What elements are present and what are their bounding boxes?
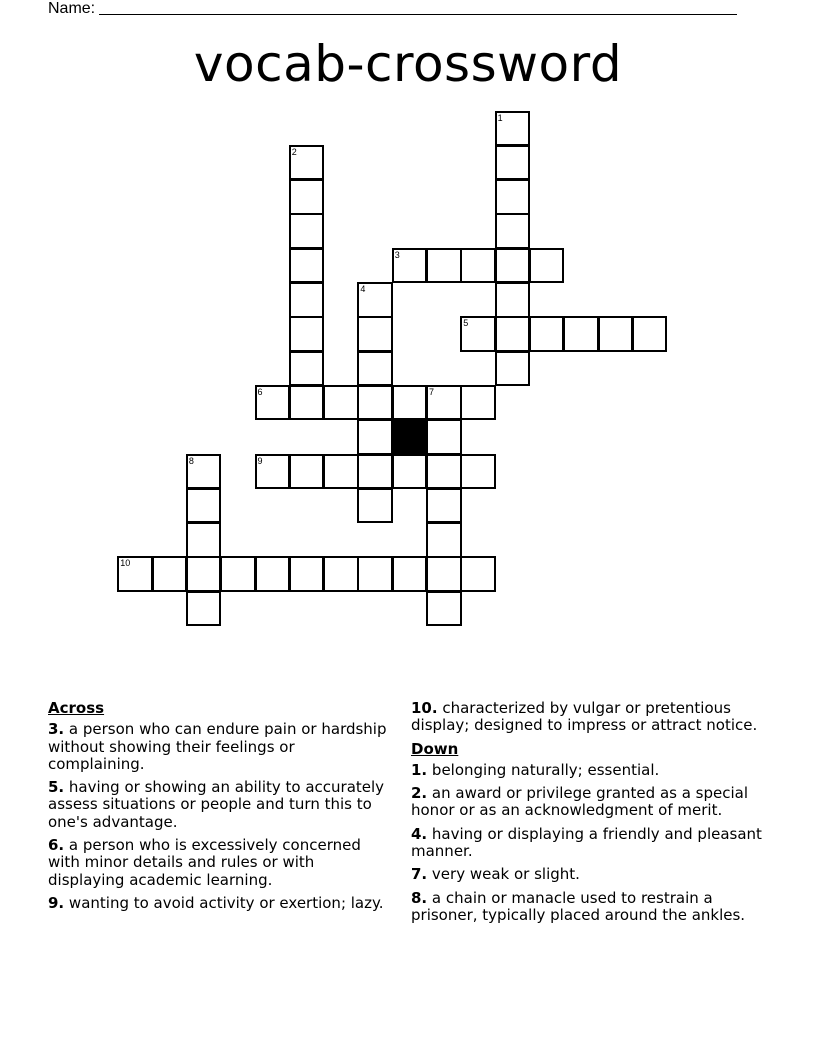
grid-cell[interactable]: [426, 488, 462, 524]
black-cell: [392, 419, 428, 455]
name-label: Name:: [48, 0, 96, 17]
grid-cell[interactable]: [357, 419, 393, 455]
clue-across-10: [411, 700, 771, 735]
grid-cell[interactable]: [323, 385, 359, 421]
grid-cell[interactable]: [186, 522, 222, 558]
grid-cell[interactable]: [495, 282, 531, 318]
grid-cell[interactable]: [460, 316, 496, 352]
grid-cell[interactable]: [460, 248, 496, 284]
grid-cell[interactable]: [289, 248, 325, 284]
grid-cell[interactable]: [426, 522, 462, 558]
page-title: vocab-crossword: [193, 35, 623, 93]
clue-across-6: [48, 837, 388, 889]
clue-across-5: [48, 779, 388, 831]
clue-text: having or showing an ability to accurately assess situations or people and turn this to one's advantage.: [48, 778, 385, 831]
clue-text: a person who is excessively concerned with minor details and rules or with displaying academic learning.: [48, 836, 361, 889]
clue-text: characterized by vulgar or pretentious display; designed to impress or attract notice.: [411, 699, 758, 735]
grid-cell[interactable]: [357, 556, 393, 592]
grid-cell[interactable]: [289, 145, 325, 181]
clue-number: 4.: [411, 824, 428, 843]
clue-across-3: [48, 721, 388, 773]
grid-cell[interactable]: [529, 316, 565, 352]
clue-number: 1.: [411, 760, 428, 779]
clue-number-label: 10: [120, 558, 131, 569]
grid-cell[interactable]: [495, 213, 531, 249]
grid-cell[interactable]: [495, 111, 531, 147]
grid-cell[interactable]: [392, 454, 428, 490]
clue-text: an award or privilege granted as a special honor or as an acknowledgment of merit.: [411, 784, 749, 820]
grid-cell[interactable]: [426, 248, 462, 284]
grid-cell[interactable]: [495, 179, 531, 215]
grid-cell[interactable]: [392, 556, 428, 592]
clue-number-label: 9: [257, 455, 263, 466]
clue-text: wanting to avoid activity or exertion; lazy.: [68, 893, 384, 912]
grid-cell[interactable]: [323, 556, 359, 592]
grid-cell[interactable]: [186, 591, 222, 627]
grid-cell[interactable]: [357, 351, 393, 387]
clue-number: 9.: [48, 893, 65, 912]
grid-cell[interactable]: [392, 385, 428, 421]
grid-cell[interactable]: [426, 454, 462, 490]
grid-cell[interactable]: [357, 385, 393, 421]
grid-cell[interactable]: [289, 556, 325, 592]
clue-number: 10.: [411, 699, 438, 717]
clue-number-label: 4: [360, 284, 366, 294]
grid-cell[interactable]: [495, 351, 531, 387]
grid-cell[interactable]: [357, 282, 393, 318]
clue-number: 8.: [411, 888, 428, 907]
clue-text: a person who can endure pain or hardship without showing their feelings or complaining.: [48, 720, 387, 773]
clue-down-4: [411, 826, 771, 861]
grid-cell[interactable]: [426, 385, 462, 421]
grid-cell[interactable]: [392, 248, 428, 284]
grid-cell[interactable]: [632, 316, 668, 352]
grid-cell[interactable]: [426, 556, 462, 592]
grid-cell[interactable]: [186, 488, 222, 524]
grid-cell[interactable]: [495, 248, 531, 284]
grid-cell[interactable]: [186, 454, 222, 490]
clue-across-9: [48, 895, 388, 912]
grid-cell[interactable]: [152, 556, 188, 592]
grid-cell[interactable]: [460, 385, 496, 421]
grid-cell[interactable]: [357, 488, 393, 524]
clue-number-label: 2: [291, 146, 297, 157]
grid-cell[interactable]: [255, 385, 291, 421]
clue-down-7: [411, 866, 771, 883]
grid-cell[interactable]: [460, 454, 496, 490]
grid-cell[interactable]: [323, 454, 359, 490]
grid-cell[interactable]: [117, 556, 153, 592]
grid-cell[interactable]: [426, 419, 462, 455]
grid-cell[interactable]: [289, 179, 325, 215]
clue-number: 7.: [411, 865, 428, 884]
grid-cell[interactable]: [289, 385, 325, 421]
grid-cell[interactable]: [289, 454, 325, 490]
grid-cell[interactable]: [255, 454, 291, 490]
grid-cell[interactable]: [289, 351, 325, 387]
clue-number-label: 3: [394, 249, 400, 260]
clue-number: 5.: [48, 778, 65, 797]
grid-cell[interactable]: [426, 591, 462, 627]
grid-cell[interactable]: [563, 316, 599, 352]
grid-cell[interactable]: [495, 316, 531, 352]
clue-text: having or displaying a friendly and pleasant manner.: [411, 824, 762, 861]
grid-cell[interactable]: [186, 556, 222, 592]
clue-number-label: 5: [463, 318, 469, 329]
clue-number: 3.: [48, 720, 65, 739]
grid-cell[interactable]: [598, 316, 634, 352]
grid-cell[interactable]: [357, 454, 393, 490]
clue-number-label: 6: [257, 386, 263, 397]
clue-number-label: 1: [497, 112, 503, 123]
across-heading: Across: [48, 699, 105, 717]
clue-down-8: [411, 890, 771, 925]
clue-text: belonging naturally; essential.: [431, 760, 660, 779]
grid-cell[interactable]: [220, 556, 256, 592]
down-heading: Down: [411, 739, 459, 758]
clue-down-1: [411, 762, 771, 779]
clue-down-2: [411, 785, 771, 820]
clue-number: 2.: [411, 784, 428, 803]
clues-left-column: [48, 700, 388, 918]
clue-number-label: 8: [188, 455, 194, 466]
clue-text: very weak or slight.: [431, 865, 580, 884]
grid-cell[interactable]: [460, 556, 496, 592]
grid-cell[interactable]: [357, 316, 393, 352]
grid-cell[interactable]: [495, 145, 531, 181]
grid-cell[interactable]: [289, 316, 325, 352]
clue-text: a chain or manacle used to restrain a prisoner, typically placed around the ankles.: [411, 888, 746, 924]
clue-number: 6.: [48, 836, 65, 855]
grid-cell[interactable]: [289, 282, 325, 318]
grid-cell[interactable]: [289, 213, 325, 249]
clue-number-label: 7: [429, 386, 435, 397]
grid-cell[interactable]: [255, 556, 291, 592]
clues-right-column: [411, 700, 771, 930]
grid-cell[interactable]: [529, 248, 565, 284]
